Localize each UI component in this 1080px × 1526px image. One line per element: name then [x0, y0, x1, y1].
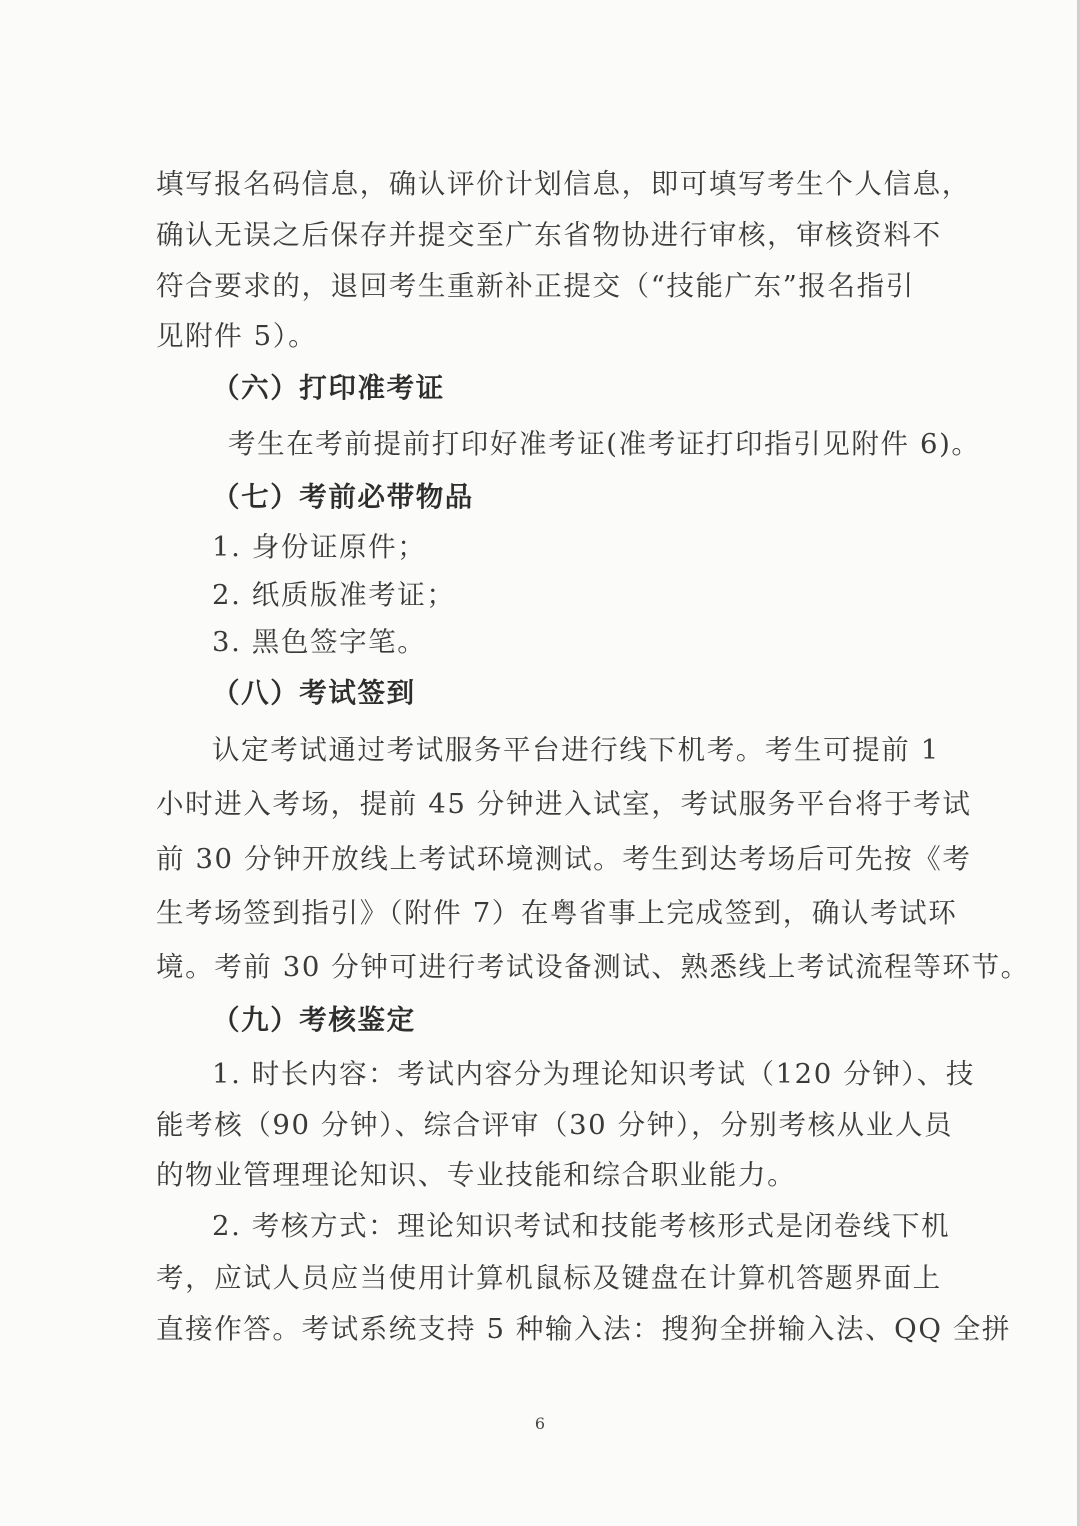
- paragraph-line: 能考核（90 分钟）、综合评审（30 分钟），分别考核从业人员: [156, 1109, 954, 1141]
- paragraph-line: 考，应试人员应当使用计算机鼠标及键盘在计算机答题界面上: [156, 1262, 942, 1294]
- paragraph-line: 小时进入考场，提前 45 分钟进入试室，考试服务平台将于考试: [156, 788, 972, 820]
- paragraph-line: 境。考前 30 分钟可进行考试设备测试、熟悉线上考试流程等环节。: [156, 951, 1030, 983]
- paragraph-line: 见附件 5）。: [156, 320, 318, 352]
- paragraph-line: 认定考试通过考试服务平台进行线下机考。考生可提前 1: [212, 734, 940, 766]
- paragraph-line: 2. 考核方式：理论知识考试和技能考核形式是闭卷线下机: [212, 1210, 951, 1242]
- section-heading-8: （八）考试签到: [212, 677, 416, 709]
- paragraph-line: 直接作答。考试系统支持 5 种输入法：搜狗全拼输入法、QQ 全拼: [156, 1313, 1012, 1345]
- paragraph-line: 确认无误之后保存并提交至广东省物协进行审核，审核资料不: [156, 219, 942, 251]
- list-item: 3. 黑色签字笔。: [212, 626, 427, 658]
- paragraph-line: 考生在考前提前打印好准考证(准考证打印指引见附件 6)。: [228, 428, 981, 460]
- section-heading-7: （七）考前必带物品: [212, 481, 474, 513]
- paragraph-line: 填写报名码信息，确认评价计划信息，即可填写考生个人信息，: [156, 168, 971, 200]
- section-heading-9: （九）考核鉴定: [212, 1004, 416, 1036]
- paragraph-line: 符合要求的，退回考生重新补正提交（“技能广东”报名指引: [156, 270, 915, 302]
- list-item: 2. 纸质版准考证；: [212, 579, 456, 611]
- list-item: 1. 身份证原件；: [212, 531, 427, 563]
- paragraph-line: 前 30 分钟开放线上考试环境测试。考生到达考场后可先按《考: [156, 843, 972, 875]
- section-heading-6: （六）打印准考证: [212, 372, 445, 404]
- page-number: 6: [534, 1414, 546, 1433]
- paragraph-line: 1. 时长内容：考试内容分为理论知识考试（120 分钟）、技: [212, 1058, 975, 1090]
- paragraph-line: 的物业管理理论知识、专业技能和综合职业能力。: [156, 1159, 797, 1191]
- paragraph-line: 生考场签到指引》（附件 7）在粤省事上完成签到，确认考试环: [156, 897, 958, 929]
